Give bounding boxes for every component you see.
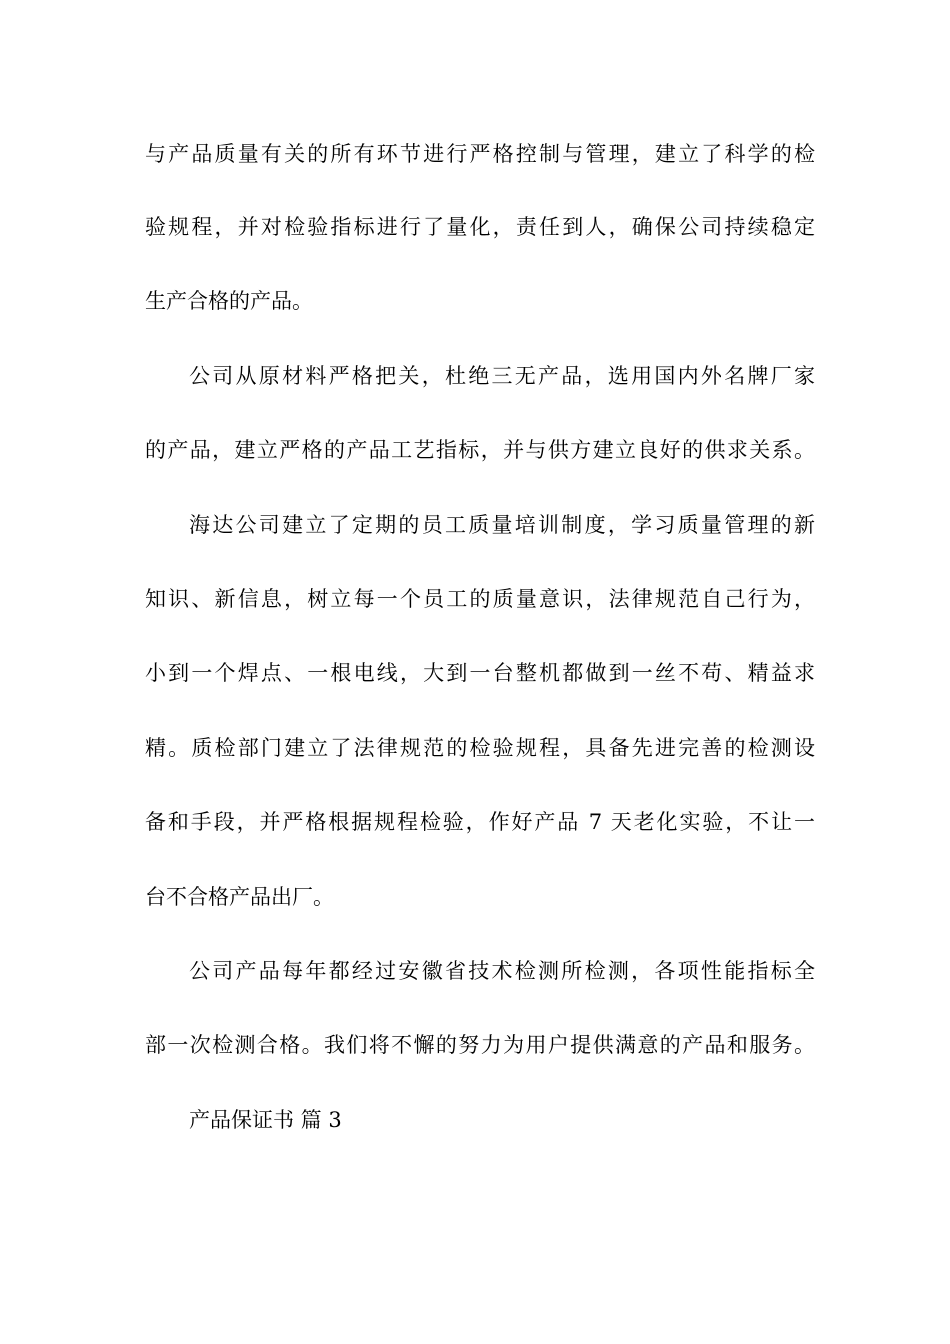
paragraph-line: 知识、新信息，树立每一个员工的质量意识，法律规范自己行为， bbox=[145, 587, 815, 611]
paragraph-line: 小到一个焊点、一根电线，大到一台整机都做到一丝不苟、精益求 bbox=[145, 661, 815, 685]
paragraph-line: 公司从原材料严格把关，杜绝三无产品，选用国内外名牌厂家 bbox=[189, 364, 815, 388]
paragraph-line: 备和手段，并严格根据规程检验，作好产品 7 天老化实验，不让一 bbox=[145, 810, 815, 834]
section-heading: 产品保证书 篇 3 bbox=[189, 1108, 342, 1132]
paragraph-line: 与产品质量有关的所有环节进行严格控制与管理，建立了科学的检 bbox=[145, 142, 815, 166]
paragraph-line: 部一次检测合格。我们将不懈的努力为用户提供满意的产品和服务。 bbox=[145, 1033, 815, 1057]
paragraph-line: 的产品，建立严格的产品工艺指标，并与供方建立良好的供求关系。 bbox=[145, 438, 815, 462]
paragraph-line: 生产合格的产品。 bbox=[145, 289, 313, 313]
paragraph-line: 精。质检部门建立了法律规范的检验规程，具备先进完善的检测设 bbox=[145, 736, 815, 760]
paragraph-line: 验规程，并对检验指标进行了量化，责任到人，确保公司持续稳定 bbox=[145, 215, 815, 239]
paragraph-line: 海达公司建立了定期的员工质量培训制度，学习质量管理的新 bbox=[189, 513, 815, 537]
paragraph-line: 公司产品每年都经过安徽省技术检测所检测，各项性能指标全 bbox=[189, 959, 815, 983]
paragraph-line: 台不合格产品出厂。 bbox=[145, 885, 334, 909]
